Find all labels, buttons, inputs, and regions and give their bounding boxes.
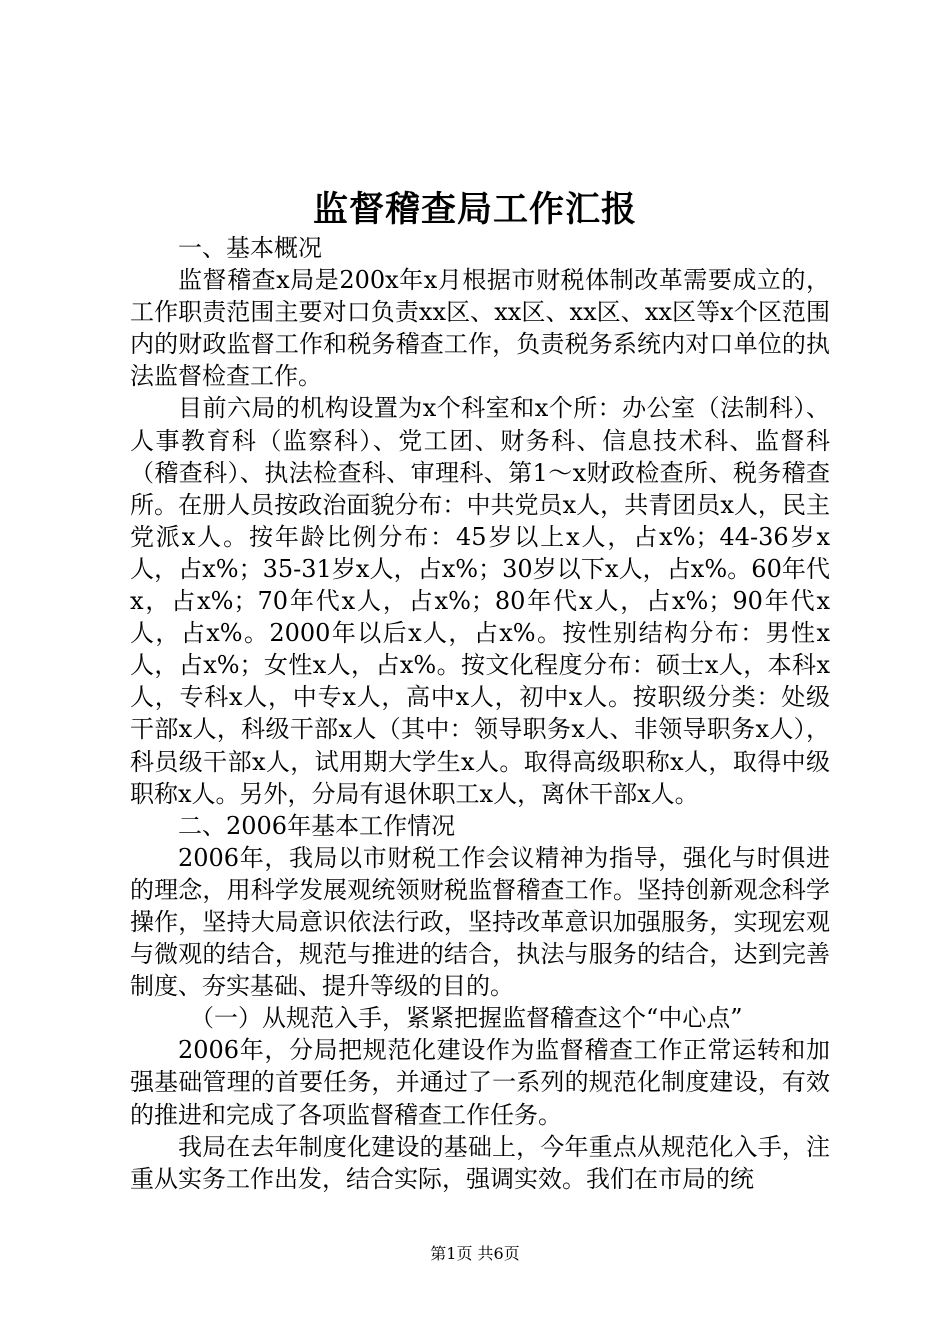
- paragraph-organization-staff: 目前六局的机构设置为x个科室和x个所：办公室（法制科）、人事教育科（监察科）、党工团、财务科、信息技术科、监督科（稽查科）、执法检查科、审理科、第1～x财政检查所、税务稽查所。在册人员按政治面貌分布：中共党员x人，共青团员x人，民主党派x人。按年龄比例分布：45岁以上x人，占x%；44-36岁x人，占x%；35-31岁x人，占x%；30岁以下x人，占x%。60年代x，占x%；70年代x人，占x%；80年代x人，占x%；90年代x人，占x%。2000年以后x人，占x%。按性别结构分布：男性x人，占x%；女性x人，占x%。按文化程度分布：硕士x人，本科x人，专科x人，中专x人，高中x人，初中x人。按职级分类：处级干部x人，科级干部x人（其中：领导职务x人、非领导职务x人），科员级干部x人，试用期大学生x人。取得高级职称x人，取得中级职称x人。另外，分局有退休职工x人，离休干部x人。: [130, 394, 830, 808]
- document-title: 监督稽查局工作汇报: [312, 189, 637, 230]
- paragraph-standardization-detail: 我局在去年制度化建设的基础上，今年重点从规范化入手，注重从实务工作出发，结合实际，强调实效。我们在市局的统: [130, 1132, 830, 1193]
- document-body: [130, 232, 830, 1195]
- paragraph-establishment: 监督稽查x局是200x年x月根据市财税体制改革需要成立的，工作职责范围主要对口负责xx区、xx区、xx区、xx区等x个区范围内的财政监督工作和税务稽查工作，负责税务系统内对口单位的执法监督检查工作。: [130, 266, 830, 391]
- subsection-heading-standardization: （一）从规范入手，紧紧把握监督稽查这个“中心点”: [190, 1004, 743, 1033]
- paragraph-2006-summary: 2006年，我局以市财税工作会议精神为指导，强化与时俱进的理念，用科学发展观统领财税监督稽查工作。坚持创新观念科学操作，坚持大局意识依法行政，坚持改革意识加强服务，实现宏观与微观的结合，规范与推进的结合，执法与服务的结合，达到完善制度、夯实基础、提升等级的目的。: [130, 843, 830, 1001]
- section-heading-basic-overview: 一、基本概况: [178, 234, 322, 262]
- paragraph-standardization-task: 2006年，分局把规范化建设作为监督稽查工作正常运转和加强基础管理的首要任务，并通过了一系列的规范化制度建设，有效的推进和完成了各项监督稽查工作任务。: [130, 1036, 830, 1129]
- page-number-footer: 第1页 共6页: [430, 1244, 520, 1263]
- section-heading-2006-work: 二、2006年基本工作情况: [178, 811, 456, 840]
